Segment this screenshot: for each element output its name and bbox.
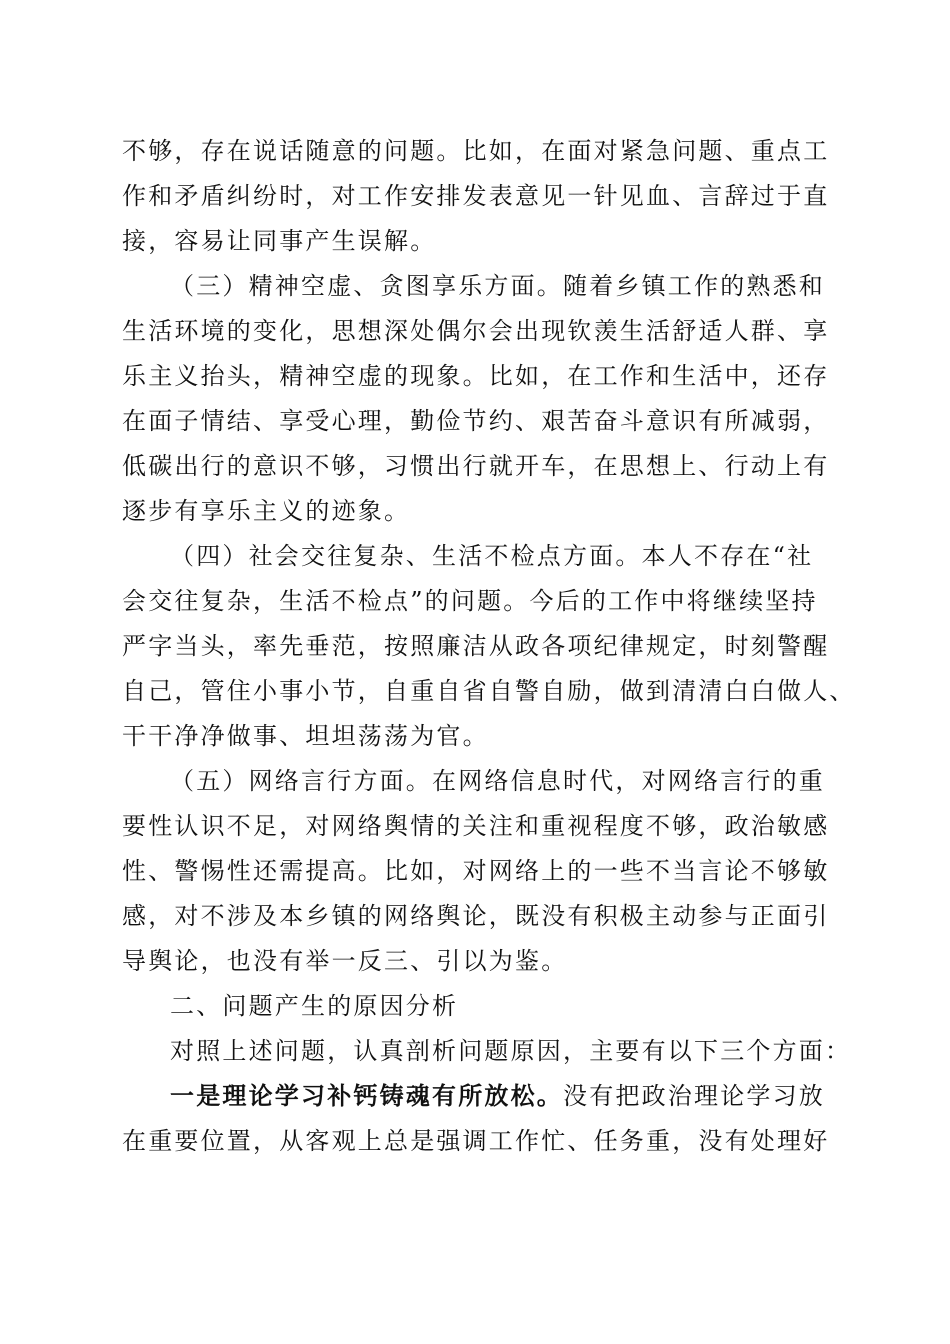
- line-text: 随着乡镇工作的熟悉和: [563, 272, 825, 300]
- section-heading-4: （四）社会交往复杂、生活不检点方面。: [170, 542, 642, 570]
- line-text: 逐步有享乐主义的迹象。: [122, 497, 411, 525]
- text-line: [122, 316, 829, 346]
- text-line: [122, 406, 829, 436]
- line-text: 不够，存在说话随意的问题。比如，在面对紧急问题、重点工: [122, 137, 830, 165]
- chapter-heading-line: [170, 991, 458, 1021]
- text-line: [122, 136, 829, 166]
- line-text: 性、警惕性还需提高。比如，对网络上的一些不当言论不够敏: [122, 857, 830, 885]
- text-line: [122, 586, 818, 616]
- line-text: 接，容易让同事产生误解。: [122, 227, 437, 255]
- line-text: 干干净净做事、坦坦荡荡为官。: [122, 722, 489, 750]
- line-text: 自己，管住小事小节，自重自省自警自励，做到清清白白做人、: [122, 677, 856, 705]
- line-text: 会交往复杂，生活不检点”的问题。今后的工作中将继续坚持: [122, 587, 818, 615]
- line-text: 严字当头，率先垂范，按照廉洁从政各项纪律规定，时刻警醒: [122, 632, 830, 660]
- line-text: 生活环境的变化，思想深处偶尔会出现钦羡生活舒适人群、享: [122, 317, 830, 345]
- section-heading-5: （五）网络言行方面。: [170, 767, 432, 795]
- line-text: 对照上述问题，认真剖析问题原因，主要有以下三个方面：: [170, 1037, 852, 1065]
- text-line: [122, 811, 829, 841]
- text-line: [122, 181, 829, 211]
- text-line: [122, 721, 489, 751]
- line-text: 本人不存在“社: [641, 542, 814, 570]
- chapter-heading: 二、问题产生的原因分析: [170, 992, 459, 1020]
- line-text: 导舆论，也没有举一反三、引以为鉴。: [122, 947, 568, 975]
- line-text: 要性认识不足，对网络舆情的关注和重视程度不够，政治敏感: [122, 812, 830, 840]
- text-line: [122, 361, 829, 391]
- line-text: 低碳出行的意识不够，习惯出行就开车，在思想上、行动上有: [122, 452, 830, 480]
- text-line: [122, 946, 567, 976]
- intro-line: [170, 1036, 851, 1066]
- section-heading-5-line: [170, 766, 825, 796]
- section-heading-3-line: [170, 271, 825, 301]
- line-text: 作和矛盾纠纷时，对工作安排发表意见一针见血、言辞过于直: [122, 182, 830, 210]
- text-line: [122, 901, 829, 931]
- section-heading-3: （三）精神空虚、贪图享乐方面。: [170, 272, 563, 300]
- text-line: [122, 1126, 829, 1156]
- reason-1-line: [170, 1081, 825, 1111]
- line-text: 没有把政治理论学习放: [563, 1082, 825, 1110]
- line-text: 感，对不涉及本乡镇的网络舆论，既没有积极主动参与正面引: [122, 902, 830, 930]
- line-text: 在面子情结、享受心理，勤俭节约、艰苦奋斗意识有所减弱，: [122, 407, 830, 435]
- text-line: [122, 451, 829, 481]
- line-text: 在网络信息时代，对网络言行的重: [432, 767, 825, 795]
- reason-1-heading: 一是理论学习补钙铸魂有所放松。: [170, 1081, 563, 1110]
- text-line: [122, 856, 829, 886]
- line-text: 在重要位置，从客观上总是强调工作忙、任务重，没有处理好: [122, 1127, 830, 1155]
- text-line: [122, 226, 436, 256]
- text-line: [122, 676, 856, 706]
- line-text: 乐主义抬头，精神空虚的现象。比如，在工作和生活中，还存: [122, 362, 830, 390]
- text-line: [122, 631, 829, 661]
- section-heading-4-line: [170, 541, 813, 571]
- text-line: [122, 496, 410, 526]
